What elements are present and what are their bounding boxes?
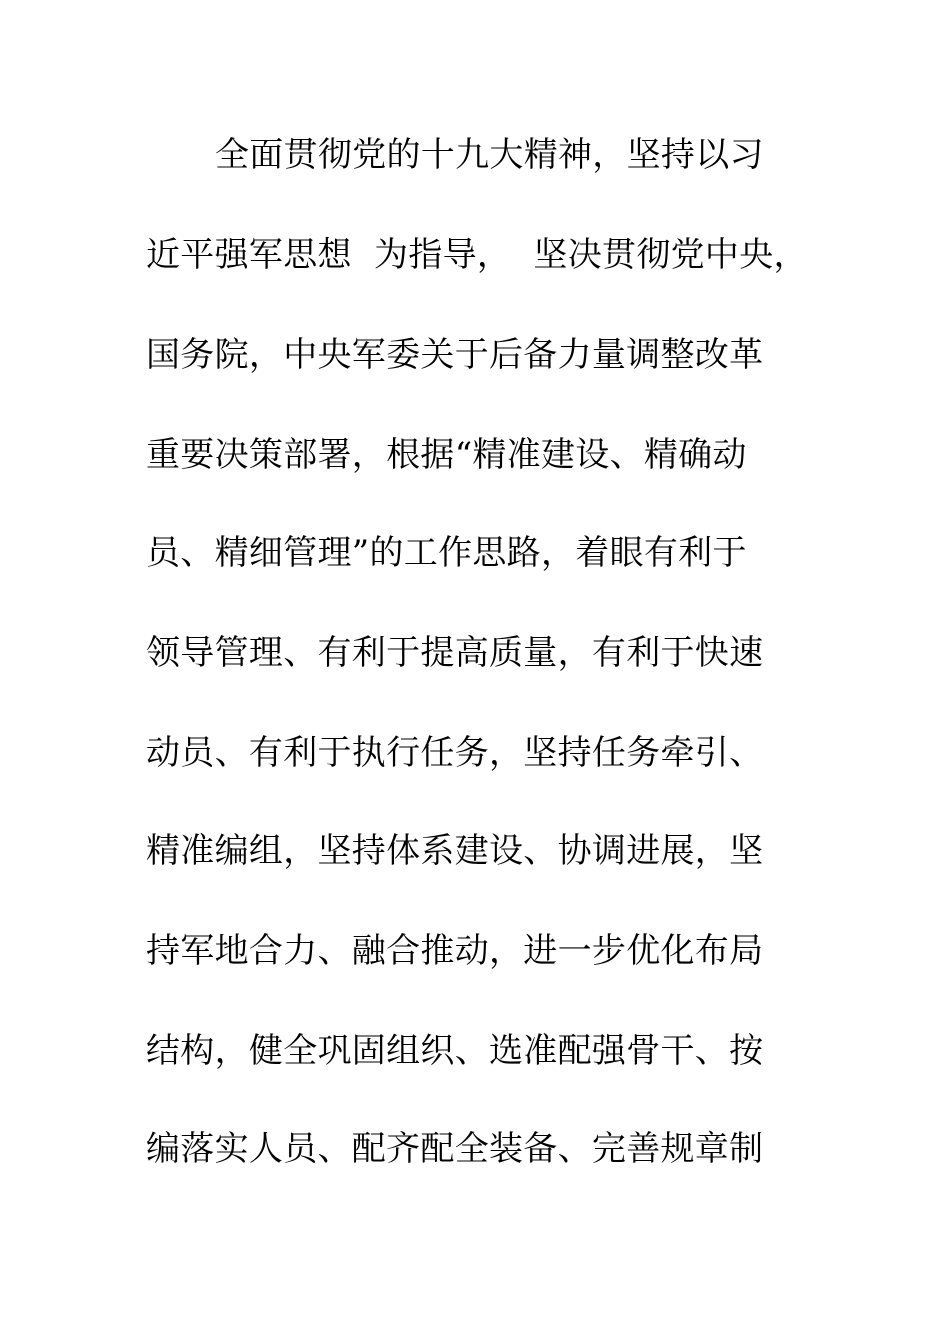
paragraph-line-10: 结构，健全巩固组织、选准配强骨干、按 xyxy=(146,1031,764,1071)
paragraph-line-3: 国务院，中央军委关于后备力量调整改革 xyxy=(146,335,764,375)
paragraph-line-9: 持军地合力、融合推动，进一步优化布局 xyxy=(146,931,764,971)
paragraph-line-2: 近平强军思想 为指导， 坚决贯彻党中央， xyxy=(146,235,808,275)
paragraph-line-11: 编落实人员、配齐配全装备、完善规章制 xyxy=(146,1129,764,1169)
paragraph-line-1: 全面贯彻党的十九大精神，坚持以习 xyxy=(215,135,764,175)
paragraph-line-5: 员、精细管理”的工作思路，着眼有利于 xyxy=(146,533,747,573)
paragraph-line-4: 重要决策部署，根据“精准建设、精确动 xyxy=(146,435,747,475)
paragraph-line-8: 精准编组，坚持体系建设、协调进展，坚 xyxy=(146,831,764,871)
paragraph-line-6: 领导管理、有利于提高质量，有利于快速 xyxy=(146,633,764,673)
paragraph-line-7: 动员、有利于执行任务，坚持任务牵引、 xyxy=(146,733,764,773)
